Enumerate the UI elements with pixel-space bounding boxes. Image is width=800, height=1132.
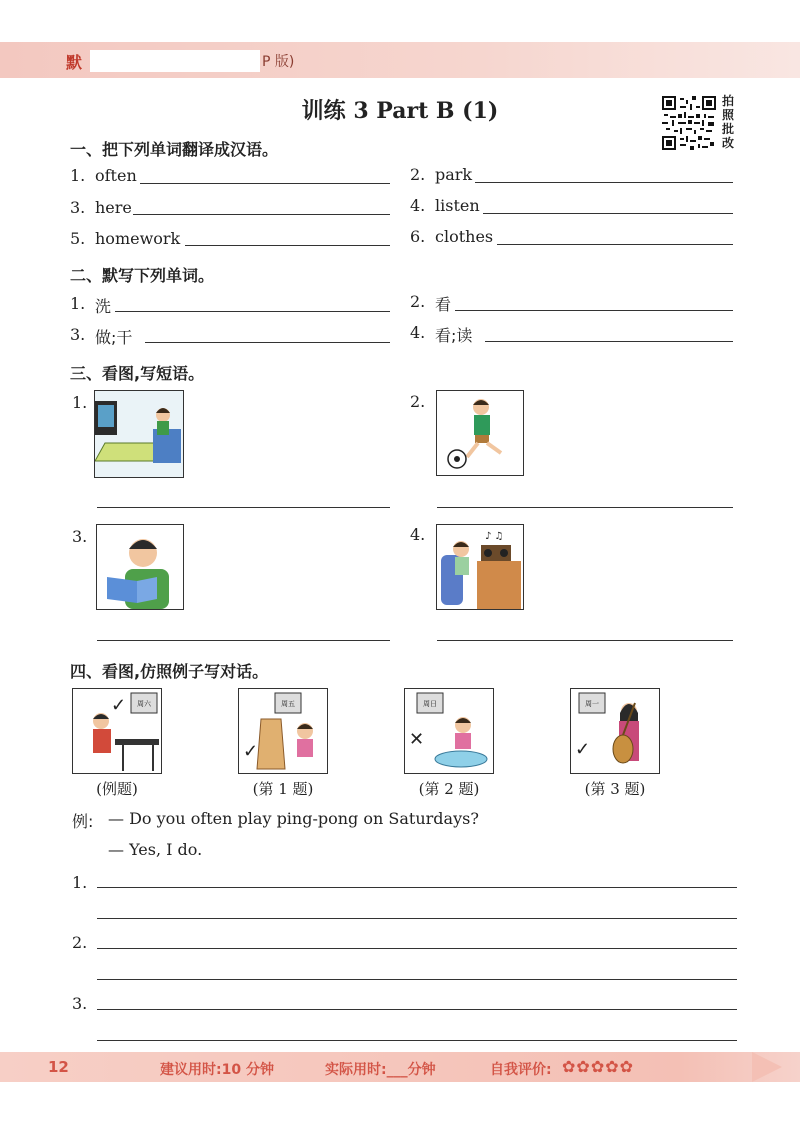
day-label-q3: 周一 <box>585 700 599 708</box>
suggested-time: 建议用时:10 分钟 <box>160 1062 274 1078</box>
s1-answer-line-3[interactable] <box>133 214 390 215</box>
section3-heading: 三、看图,写短语。 <box>70 364 205 383</box>
s2-word-read: 看;读 <box>435 326 473 345</box>
s2-answer-line-3[interactable] <box>145 342 390 343</box>
caption-example: (例题) <box>96 780 138 798</box>
s4-answer-line-2b[interactable] <box>97 979 737 980</box>
s3-answer-line-3[interactable] <box>97 640 390 641</box>
picture-q3-pipa <box>570 688 660 774</box>
picture-listening-music <box>436 524 524 610</box>
picture-playing-football <box>436 390 524 476</box>
header-text-start: 默 <box>66 53 83 72</box>
self-eval-label: 自我评价: <box>490 1062 552 1078</box>
page-title: 训练 3 Part B (1) <box>301 98 499 124</box>
s2-answer-line-4[interactable] <box>485 341 733 342</box>
day-label-q1: 周五 <box>281 700 295 708</box>
s4-answer-line-2a[interactable] <box>97 948 737 949</box>
s2-num-2: 2. <box>410 292 426 311</box>
s1-num-2: 2. <box>410 165 426 184</box>
s4-num-3: 3. <box>72 994 88 1013</box>
actual-time: 实际用时:___分钟 <box>325 1062 436 1078</box>
s2-num-4: 4. <box>410 323 426 342</box>
svg-text:♪ ♫: ♪ ♫ <box>485 531 504 542</box>
s3-answer-line-4[interactable] <box>437 640 733 641</box>
s1-answer-line-1[interactable] <box>140 183 390 184</box>
s1-word-listen: listen <box>435 196 480 215</box>
s2-num-3: 3. <box>70 325 86 344</box>
s1-word-here: here <box>95 198 132 217</box>
header-text-end: P 版) <box>262 54 295 70</box>
footer-arrow <box>752 1052 782 1082</box>
example-question: — Do you often play ping-pong on Saturdays? <box>108 809 479 828</box>
picture-q2-washing <box>404 688 494 774</box>
header-redaction <box>90 50 260 72</box>
s2-word-watch: 看 <box>435 295 452 314</box>
s2-word-wash: 洗 <box>95 297 112 316</box>
picture-example-pingpong <box>72 688 162 774</box>
picture-reading-book <box>96 524 184 610</box>
s1-word-park: park <box>435 165 473 184</box>
s4-answer-line-3a[interactable] <box>97 1009 737 1010</box>
s2-answer-line-2[interactable] <box>455 310 733 311</box>
s3-num-4: 4. <box>410 525 426 544</box>
s3-answer-line-1[interactable] <box>97 507 390 508</box>
s1-answer-line-5[interactable] <box>185 245 390 246</box>
page-number: 12 <box>48 1058 69 1076</box>
s4-answer-line-1a[interactable] <box>97 887 737 888</box>
check-mark-q1: ✓ <box>243 741 259 762</box>
example-answer: — Yes, I do. <box>108 840 203 859</box>
s3-num-1: 1. <box>72 393 88 412</box>
s3-num-2: 2. <box>410 392 426 411</box>
s1-num-4: 4. <box>410 196 426 215</box>
s2-answer-line-1[interactable] <box>115 311 390 312</box>
s4-num-1: 1. <box>72 873 88 892</box>
rating-stars-icon[interactable]: ✿✿✿✿✿ <box>562 1057 635 1076</box>
picture-watching-tv <box>94 390 184 478</box>
section4-heading: 四、看图,仿照例子写对话。 <box>70 662 269 681</box>
s1-answer-line-6[interactable] <box>497 244 733 245</box>
day-label-example: 周六 <box>137 700 151 708</box>
s1-num-5: 5. <box>70 229 86 248</box>
caption-q1: (第 1 题) <box>252 780 314 798</box>
s2-word-do: 做;干 <box>95 328 133 347</box>
day-label-q2: 周日 <box>423 700 437 708</box>
caption-q3: (第 3 题) <box>584 780 646 798</box>
s1-word-clothes: clothes <box>435 227 494 246</box>
s1-word-homework: homework <box>95 229 181 248</box>
picture-q1-painting <box>238 688 328 774</box>
s4-num-2: 2. <box>72 933 88 952</box>
s1-num-1: 1. <box>70 166 86 185</box>
section1-heading: 一、把下列单词翻译成汉语。 <box>70 140 279 159</box>
cross-mark-q2: ✕ <box>409 729 425 750</box>
s3-answer-line-2[interactable] <box>437 507 733 508</box>
s4-answer-line-1b[interactable] <box>97 918 737 919</box>
check-mark-example: ✓ <box>111 695 127 716</box>
s1-answer-line-2[interactable] <box>475 182 733 183</box>
check-mark-q3: ✓ <box>575 739 591 760</box>
s1-word-often: often <box>95 166 137 185</box>
s2-num-1: 1. <box>70 294 86 313</box>
s3-num-3: 3. <box>72 527 88 546</box>
s4-answer-line-3b[interactable] <box>97 1040 737 1041</box>
qr-label: 拍照批改 <box>722 94 735 150</box>
s1-answer-line-4[interactable] <box>483 213 733 214</box>
s1-num-6: 6. <box>410 227 426 246</box>
example-label: 例: <box>72 812 94 831</box>
section2-heading: 二、默写下列单词。 <box>70 266 215 285</box>
s1-num-3: 3. <box>70 198 86 217</box>
qr-code-icon[interactable] <box>662 96 716 150</box>
caption-q2: (第 2 题) <box>418 780 480 798</box>
